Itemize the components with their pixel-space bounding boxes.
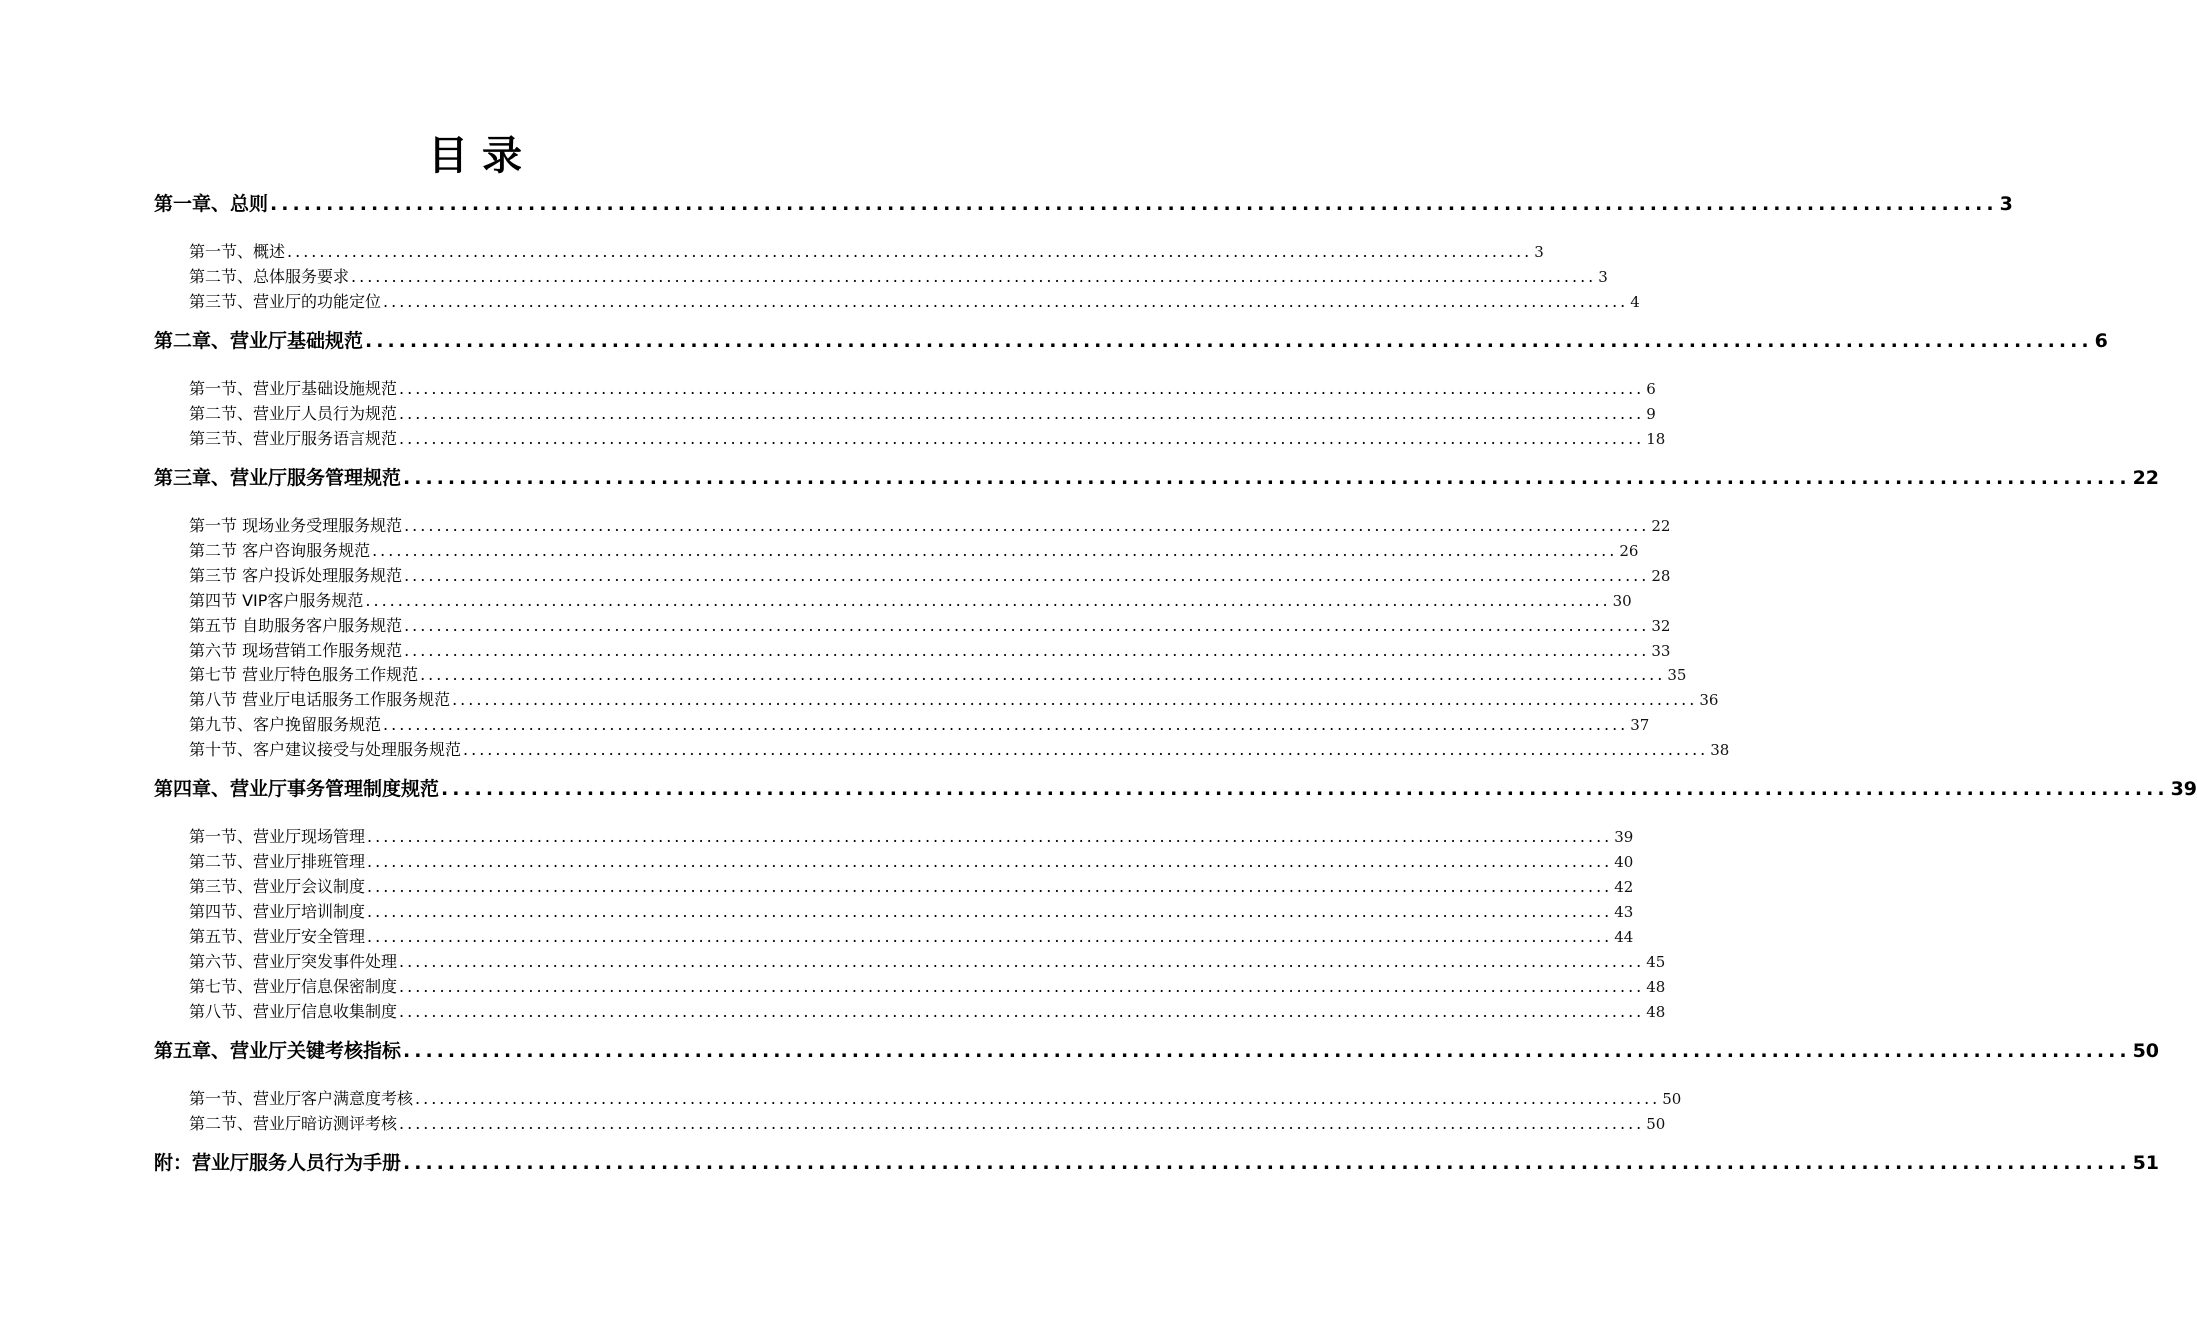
toc-dot-leader: ..........................................................................................................................................................	[452, 690, 1698, 709]
toc-page-number: 35	[1667, 666, 1687, 684]
toc-entry-label: 第八节、营业厅信息收集制度	[189, 1002, 398, 1021]
toc-dot-leader: ..........................................................................................................................................................	[404, 641, 1650, 660]
toc-section-entry[interactable]	[189, 1001, 1666, 1023]
toc-dot-leader: ..........................................................................................................................................................	[420, 665, 1666, 684]
toc-section-entry[interactable]	[189, 876, 1634, 898]
toc-page-number: 50	[2132, 1040, 2160, 1062]
toc-entry-label: 第二节、营业厅暗访测评考核	[189, 1114, 398, 1133]
toc-entry-label: 第三节、营业厅服务语言规范	[189, 429, 398, 448]
toc-entry-label: 第一节、营业厅客户满意度考核	[189, 1089, 414, 1108]
toc-section-entry[interactable]	[189, 739, 1730, 761]
toc-page-number: 22	[2132, 467, 2160, 489]
toc-entry-label: 第三节、营业厅的功能定位	[189, 292, 382, 311]
toc-entry-label: 第五节、营业厅安全管理	[189, 927, 366, 946]
toc-entry-label: 第四节 VIP客户服务规范	[189, 591, 364, 610]
toc-dot-leader: ..........................................................................................................................................................	[403, 467, 2131, 489]
toc-section-entry[interactable]	[189, 951, 1666, 973]
toc-dot-leader: ..........................................................................................................................................................	[441, 778, 2169, 800]
toc-page-number: 33	[1651, 642, 1671, 660]
toc-section-entry[interactable]	[189, 976, 1666, 998]
toc-section-entry[interactable]	[189, 901, 1634, 923]
toc-entry-label: 第二节、营业厅排班管理	[189, 852, 366, 871]
toc-page-number: 32	[1651, 617, 1671, 635]
toc-entry-label: 第二节 客户咨询服务规范	[189, 541, 371, 560]
toc-entry-label: 第五节 自助服务客户服务规范	[189, 616, 403, 635]
toc-page-number: 51	[2132, 1152, 2160, 1174]
toc-dot-leader: ..........................................................................................................................................................	[365, 591, 1611, 610]
toc-entry-label: 第三章、营业厅服务管理规范	[154, 467, 402, 489]
toc-page-number: 36	[1699, 691, 1719, 709]
toc-entry-label: 第七节、营业厅信息保密制度	[189, 977, 398, 996]
toc-chapter-entry[interactable]	[154, 776, 2197, 802]
toc-chapter-entry[interactable]	[154, 191, 2013, 217]
toc-entry-label: 第一节、营业厅现场管理	[189, 827, 366, 846]
toc-dot-leader: ..........................................................................................................................................................	[403, 1040, 2131, 1062]
toc-section-entry[interactable]	[189, 826, 1634, 848]
toc-section-entry[interactable]	[189, 590, 1632, 612]
toc-dot-leader: ..........................................................................................................................................................	[399, 1114, 1645, 1133]
toc-section-entry[interactable]	[189, 926, 1634, 948]
toc-entry-label: 第八节 营业厅电话服务工作服务规范	[189, 690, 451, 709]
toc-dot-leader: ..........................................................................................................................................................	[404, 566, 1650, 585]
toc-page-number: 38	[1710, 741, 1730, 759]
page-title: 目 录	[428, 132, 522, 179]
toc-page-number: 3	[1598, 268, 1608, 286]
toc-dot-leader: ..........................................................................................................................................................	[383, 715, 1629, 734]
toc-page-number: 40	[1614, 853, 1634, 871]
toc-page-number: 48	[1646, 1003, 1666, 1021]
toc-entry-label: 第一节 现场业务受理服务规范	[189, 516, 403, 535]
toc-page-number: 39	[1614, 828, 1634, 846]
toc-section-entry[interactable]	[189, 403, 1656, 425]
toc-entry-label: 第九节、客户挽留服务规范	[189, 715, 382, 734]
toc-entry-label: 第二节、总体服务要求	[189, 267, 350, 286]
toc-dot-leader: ..........................................................................................................................................................	[367, 877, 1613, 896]
toc-entry-label: 第二章、营业厅基础规范	[154, 330, 364, 352]
toc-dot-leader: ..........................................................................................................................................................	[287, 242, 1533, 261]
toc-section-entry[interactable]	[189, 640, 1671, 662]
toc-dot-leader: ..........................................................................................................................................................	[404, 516, 1650, 535]
toc-entry-label: 第一章、总则	[154, 193, 269, 215]
toc-entry-label: 第三节 客户投诉处理服务规范	[189, 566, 403, 585]
toc-page-number: 3	[1534, 243, 1544, 261]
toc-dot-leader: ..........................................................................................................................................................	[415, 1089, 1661, 1108]
toc-chapter-entry[interactable]	[154, 465, 2160, 491]
toc-dot-leader: ..........................................................................................................................................................	[367, 827, 1613, 846]
toc-page-number: 22	[1651, 517, 1671, 535]
toc-entry-label: 第二节、营业厅人员行为规范	[189, 404, 398, 423]
toc-section-entry[interactable]	[189, 689, 1719, 711]
toc-section-entry[interactable]	[189, 241, 1544, 263]
toc-section-entry[interactable]	[189, 378, 1656, 400]
toc-page-number: 42	[1614, 878, 1634, 896]
toc-chapter-entry[interactable]	[154, 1150, 2160, 1176]
toc-page-number: 18	[1646, 430, 1666, 448]
toc-entry-label: 第一节、概述	[189, 242, 286, 261]
toc-dot-leader: ..........................................................................................................................................................	[365, 330, 2093, 352]
toc-section-entry[interactable]	[189, 428, 1666, 450]
toc-page-number: 9	[1646, 405, 1656, 423]
toc-chapter-entry[interactable]	[154, 328, 2108, 354]
toc-section-entry[interactable]	[189, 851, 1634, 873]
toc-dot-leader: ..........................................................................................................................................................	[270, 193, 1998, 215]
toc-section-entry[interactable]	[189, 664, 1687, 686]
toc-entry-label: 第六节、营业厅突发事件处理	[189, 952, 398, 971]
toc-dot-leader: ..........................................................................................................................................................	[372, 541, 1618, 560]
toc-dot-leader: ..........................................................................................................................................................	[399, 379, 1645, 398]
toc-dot-leader: ..........................................................................................................................................................	[399, 429, 1645, 448]
toc-section-entry[interactable]	[189, 1088, 1682, 1110]
toc-page-number: 30	[1612, 592, 1632, 610]
toc-entry-label: 第四章、营业厅事务管理制度规范	[154, 778, 440, 800]
toc-section-entry[interactable]	[189, 615, 1671, 637]
toc-chapter-entry[interactable]	[154, 1038, 2160, 1064]
toc-section-entry[interactable]	[189, 515, 1671, 537]
toc-dot-leader: ..........................................................................................................................................................	[463, 740, 1709, 759]
toc-entry-label: 第四节、营业厅培训制度	[189, 902, 366, 921]
toc-dot-leader: ..........................................................................................................................................................	[383, 292, 1629, 311]
toc-page-number: 43	[1614, 903, 1634, 921]
toc-section-entry[interactable]	[189, 266, 1608, 288]
toc-page-number: 6	[1646, 380, 1656, 398]
toc-page-number: 39	[2170, 778, 2197, 800]
toc-dot-leader: ..........................................................................................................................................................	[404, 616, 1650, 635]
toc-dot-leader: ..........................................................................................................................................................	[367, 927, 1613, 946]
toc-entry-label: 第七节 营业厅特色服务工作规范	[189, 665, 419, 684]
toc-entry-label: 第三节、营业厅会议制度	[189, 877, 366, 896]
toc-page-number: 6	[2094, 330, 2108, 352]
toc-dot-leader: ..........................................................................................................................................................	[351, 267, 1597, 286]
toc-page-number: 4	[1630, 293, 1640, 311]
toc-page-number: 26	[1619, 542, 1639, 560]
toc-dot-leader: ..........................................................................................................................................................	[403, 1152, 2131, 1174]
toc-page-number: 3	[1999, 193, 2013, 215]
toc-page-number: 44	[1614, 928, 1634, 946]
toc-dot-leader: ..........................................................................................................................................................	[399, 1002, 1645, 1021]
toc-entry-label: 第五章、营业厅关键考核指标	[154, 1040, 402, 1062]
toc-dot-leader: ..........................................................................................................................................................	[399, 952, 1645, 971]
toc-page-number: 50	[1646, 1115, 1666, 1133]
toc-entry-label: 附：营业厅服务人员行为手册	[154, 1152, 402, 1174]
toc-dot-leader: ..........................................................................................................................................................	[399, 977, 1645, 996]
toc-entry-label: 第六节 现场营销工作服务规范	[189, 641, 403, 660]
toc-section-entry[interactable]	[189, 565, 1671, 587]
toc-section-entry[interactable]	[189, 540, 1639, 562]
toc-dot-leader: ..........................................................................................................................................................	[367, 902, 1613, 921]
toc-section-entry[interactable]	[189, 291, 1640, 313]
toc-page-number: 45	[1646, 953, 1666, 971]
toc-page-number: 50	[1662, 1090, 1682, 1108]
toc-page-number: 48	[1646, 978, 1666, 996]
toc-dot-leader: ..........................................................................................................................................................	[399, 404, 1645, 423]
toc-entry-label: 第十节、客户建议接受与处理服务规范	[189, 740, 462, 759]
toc-page-number: 28	[1651, 567, 1671, 585]
toc-dot-leader: ..........................................................................................................................................................	[367, 852, 1613, 871]
toc-page-number: 37	[1630, 716, 1650, 734]
toc-section-entry[interactable]	[189, 1113, 1666, 1135]
toc-section-entry[interactable]	[189, 714, 1650, 736]
toc-entry-label: 第一节、营业厅基础设施规范	[189, 379, 398, 398]
